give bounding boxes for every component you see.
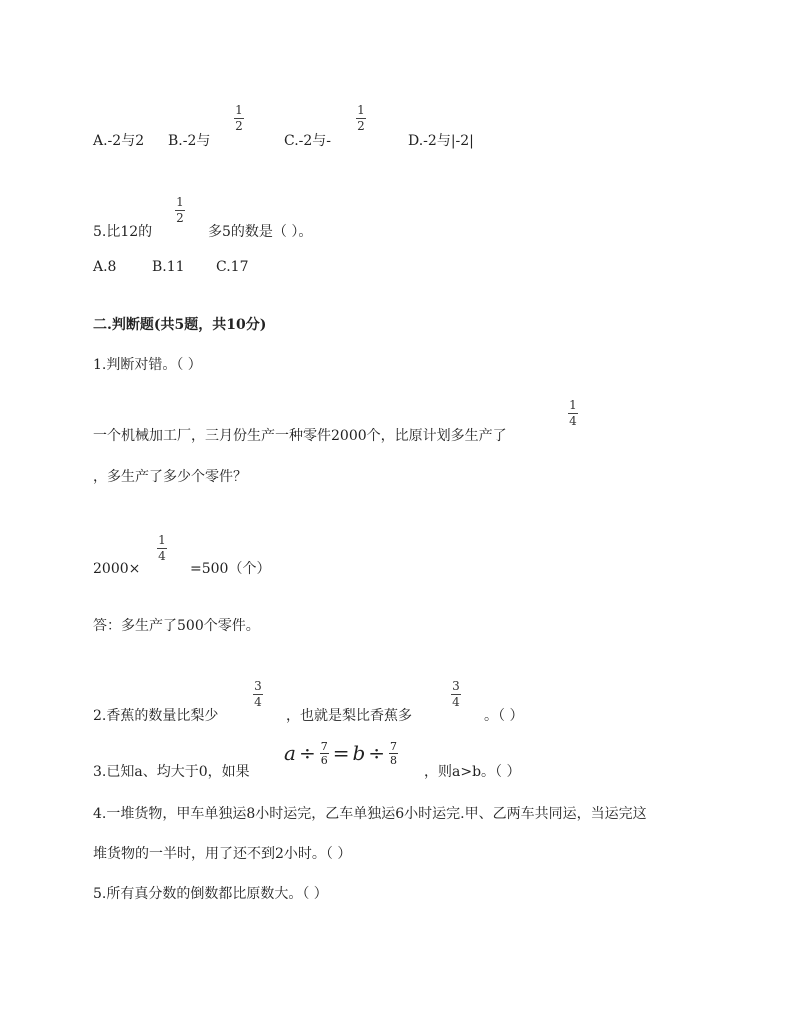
- q4-option-c-fraction: 1 2: [357, 103, 365, 133]
- judge-q4-line2: 堆货物的一半时，用了还不到2小时。（ ）: [93, 846, 352, 862]
- q4-option-c: C.-2与-: [284, 133, 332, 149]
- equation-equals: =: [332, 741, 350, 765]
- equation-var-b: b: [352, 741, 366, 765]
- equation-fraction-7-8: 7 8: [390, 739, 398, 767]
- judge-q2-text3: 。（ ）: [484, 708, 524, 724]
- judge-q1-answer: 答：多生产了500个零件。: [93, 618, 260, 634]
- q4-option-b-fraction: 1 2: [235, 103, 243, 133]
- judge-q1-line1: 一个机械加工厂，三月份生产一种零件2000个，比原计划多生产了: [93, 428, 507, 444]
- judge-q3-equation: [284, 735, 399, 771]
- judge-q2-text1: 2.香蕉的数量比梨少: [93, 708, 219, 724]
- q4-option-a: A.-2与2: [93, 133, 145, 149]
- judge-q1-line2: ，多生产了多少个零件？: [93, 469, 247, 485]
- judge-q1-calc-fraction: 1 4: [158, 533, 166, 563]
- q5-stem-suffix: 多5的数是（ ）。: [208, 224, 313, 240]
- judge-q1-fraction: 1 4: [569, 398, 577, 428]
- judge-q1-stem: 1.判断对错。（ ）: [93, 357, 202, 373]
- q4-option-b: B.-2与: [168, 133, 211, 149]
- equation-var-a: a: [284, 741, 296, 765]
- q5-option-a: A.8: [93, 259, 117, 275]
- q5-option-c: C.17: [216, 259, 249, 275]
- section-heading: 二.判断题(共5题，共10分): [93, 317, 267, 333]
- q5-fraction: 1 2: [176, 195, 184, 225]
- judge-q5-text: 5.所有真分数的倒数都比原数大。（ ）: [93, 886, 328, 902]
- q4-option-d: D.-2与|-2|: [408, 133, 474, 149]
- judge-q4-line1: 4.一堆货物，甲车单独运8小时运完，乙车单独运6小时运完.甲、乙两车共同运，当运完这: [93, 806, 647, 822]
- equation-divide-1: ÷: [298, 741, 316, 765]
- judge-q3-text1: 3.已知a、均大于0，如果: [93, 764, 250, 780]
- judge-q2-text2: ，也就是梨比香蕉多: [286, 708, 412, 724]
- judge-q2-fraction-1: 3 4: [254, 679, 262, 709]
- equation-fraction-7-6: 7 6: [320, 739, 328, 767]
- judge-q1-calc-right: =500（个）: [190, 561, 271, 577]
- judge-q2-fraction-2: 3 4: [452, 679, 460, 709]
- q5-option-b: B.11: [152, 259, 185, 275]
- equation-divide-2: ÷: [368, 741, 386, 765]
- judge-q1-calc-left: 2000×: [93, 561, 141, 577]
- q5-stem-prefix: 5.比12的: [93, 224, 153, 240]
- judge-q3-text2: ，则a>b。（ ）: [424, 764, 521, 780]
